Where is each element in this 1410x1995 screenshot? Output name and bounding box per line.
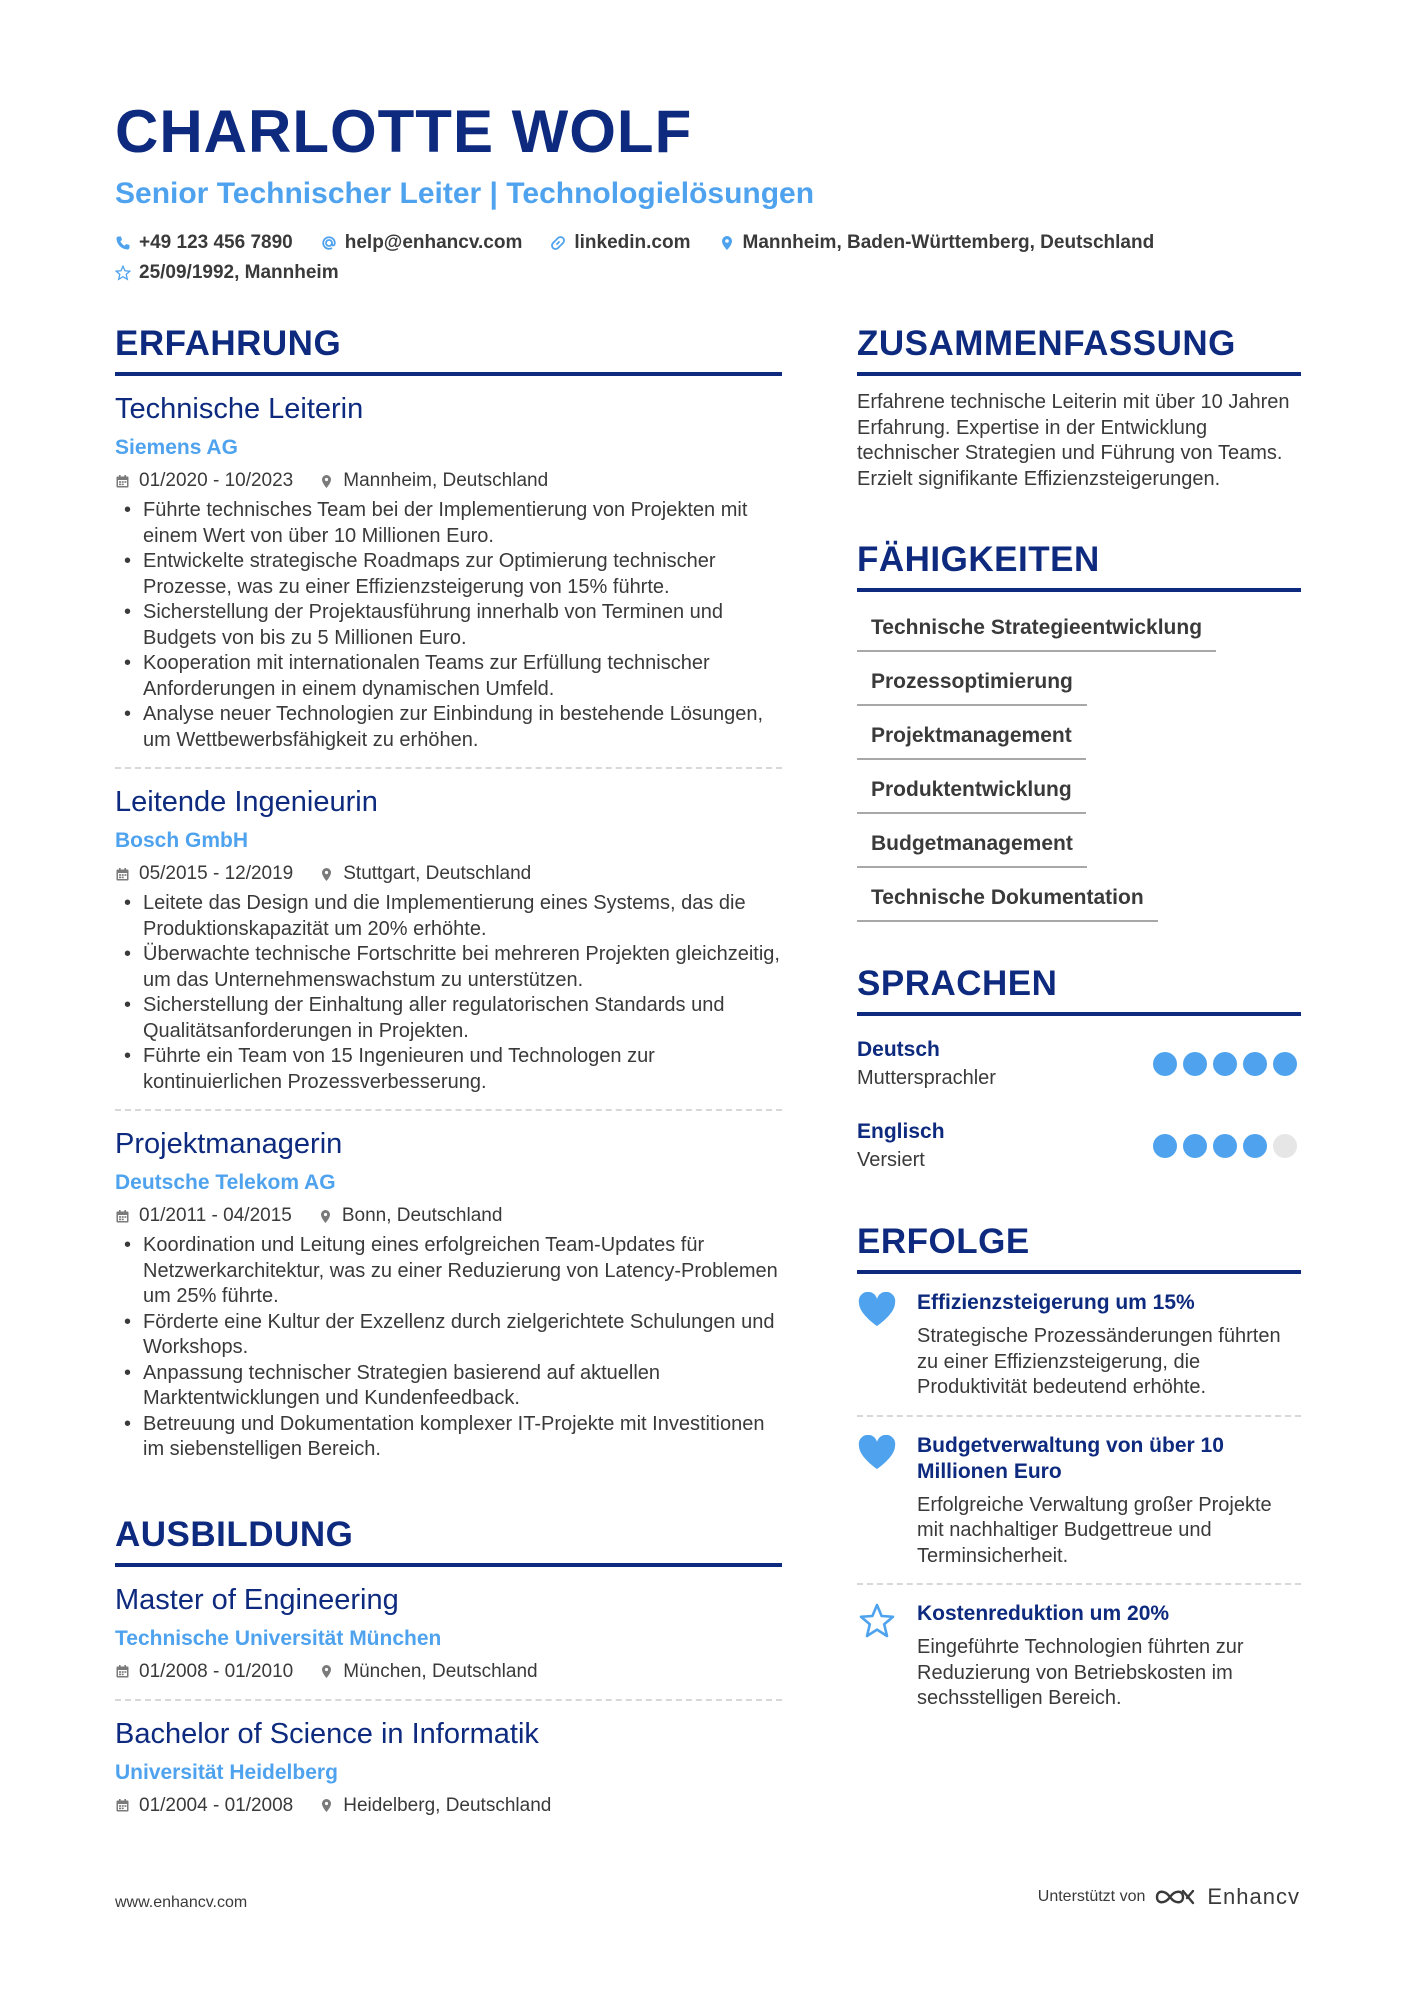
education-meta bbox=[115, 1659, 782, 1685]
languages-heading: SPRACHEN bbox=[857, 962, 1301, 1016]
education-meta bbox=[115, 1793, 782, 1819]
dates-text: 01/2011 - 04/2015 bbox=[139, 1205, 292, 1226]
rating-dot-filled bbox=[1243, 1134, 1267, 1158]
job-meta bbox=[115, 468, 782, 494]
rating-dot-filled bbox=[1213, 1052, 1237, 1076]
candidate-title: Senior Technischer Leiter | Technologielösungen bbox=[115, 177, 815, 210]
rating-dot-filled bbox=[1183, 1134, 1207, 1158]
skill-tag: Technische Dokumentation bbox=[857, 872, 1158, 922]
phone-icon bbox=[115, 235, 131, 251]
location-text: Stuttgart, Deutschland bbox=[343, 863, 532, 884]
rating-dot-filled bbox=[1213, 1134, 1237, 1158]
skill-tag: Prozessoptimierung bbox=[857, 656, 1087, 706]
bullet-item: • Analyse neuer Technologien zur Einbindung in bestehende Lösungen, um Wettbewerbsfähigkeit zu erhöhen. bbox=[115, 702, 782, 753]
job-meta bbox=[115, 1203, 782, 1229]
experience-heading: ERFAHRUNG bbox=[115, 322, 782, 376]
achievement-desc: Eingeführte Technologien führten zur Reduzierung von Betriebskosten im sechsstelligen Bereich. bbox=[917, 1636, 1244, 1709]
job-dates bbox=[115, 1203, 292, 1229]
rating-dot-filled bbox=[1153, 1052, 1177, 1076]
bullet-item: • Entwickelte strategische Roadmaps zur Optimierung technischer Prozesse, was zu einer Effizienzsteigerung von 15% führte. bbox=[115, 549, 782, 600]
school: Universität Heidelberg bbox=[115, 1760, 338, 1784]
job-bullets bbox=[115, 891, 782, 1095]
map-pin-icon bbox=[319, 474, 334, 489]
experience-entry bbox=[115, 769, 782, 1111]
job-dates bbox=[115, 468, 293, 494]
at-icon bbox=[321, 235, 337, 251]
job-location bbox=[319, 468, 548, 494]
achievement-title: Effizienzsteigerung um 15% bbox=[917, 1291, 1195, 1314]
job-location bbox=[318, 1203, 503, 1229]
star-icon bbox=[115, 265, 131, 281]
bullet-item: • Führte ein Team von 15 Ingenieuren und Technologen zur kontinuierlichen Prozessverbesserung. bbox=[115, 1044, 782, 1095]
right-column bbox=[857, 322, 1301, 1726]
experience-list bbox=[115, 376, 782, 1477]
calendar-icon bbox=[115, 1209, 130, 1224]
bullet-item: • Förderte eine Kultur der Exzellenz durch zielgerichtete Schulungen und Workshops. bbox=[115, 1310, 782, 1361]
language-row bbox=[857, 1030, 1301, 1098]
link-icon bbox=[550, 235, 566, 251]
bullet-item: • Überwachte technische Fortschritte bei mehreren Projekten gleichzeitig, um das Unternehmenswachstum zu unterstützen. bbox=[115, 942, 782, 993]
job-company: Siemens AG bbox=[115, 436, 238, 459]
job-location bbox=[319, 861, 531, 887]
language-level: Versiert bbox=[857, 1149, 925, 1171]
contact-phone[interactable] bbox=[115, 228, 293, 258]
powered-by-label: Unterstützt von bbox=[1037, 1888, 1146, 1905]
contact-linkedin[interactable] bbox=[550, 228, 690, 258]
location-text: Bonn, Deutschland bbox=[341, 1205, 503, 1226]
experience-entry bbox=[115, 376, 782, 769]
education-heading: AUSBILDUNG bbox=[115, 1513, 782, 1567]
skill-tag: Budgetmanagement bbox=[857, 818, 1087, 868]
star-icon bbox=[857, 1603, 897, 1639]
location-text: Mannheim, Deutschland bbox=[343, 470, 549, 491]
rating-dot-filled bbox=[1183, 1052, 1207, 1076]
skill-tag: Produktentwicklung bbox=[857, 764, 1086, 814]
rating-dot-filled bbox=[1243, 1052, 1267, 1076]
edu-location bbox=[319, 1659, 537, 1685]
achievement-item bbox=[857, 1274, 1301, 1417]
job-meta bbox=[115, 861, 782, 887]
map-pin-icon bbox=[318, 1209, 333, 1224]
language-row bbox=[857, 1112, 1301, 1180]
birth-text: 25/09/1992, Mannheim bbox=[139, 262, 339, 283]
language-name: Deutsch bbox=[857, 1038, 940, 1061]
rating-dot-empty bbox=[1273, 1134, 1297, 1158]
achievement-desc: Erfolgreiche Verwaltung großer Projekte mit nachhaltiger Budgettreue und Terminsicherheit. bbox=[917, 1493, 1272, 1567]
left-column bbox=[115, 322, 782, 1833]
education-entry bbox=[115, 1701, 782, 1833]
bullet-item: • Sicherstellung der Projektausführung innerhalb von Terminen und Budgets von bis zu 5 Millionen Euro. bbox=[115, 600, 782, 651]
achievement-item bbox=[857, 1417, 1301, 1586]
language-level: Muttersprachler bbox=[857, 1067, 996, 1089]
edu-location bbox=[319, 1793, 551, 1819]
map-pin-icon bbox=[319, 1664, 334, 1679]
enhancv-logo-icon bbox=[1153, 1885, 1199, 1909]
dates-text: 01/2004 - 01/2008 bbox=[139, 1794, 294, 1816]
linkedin-text: linkedin.com bbox=[574, 232, 691, 253]
edu-dates bbox=[115, 1659, 293, 1685]
heart-icon bbox=[857, 1435, 897, 1471]
experience-entry bbox=[115, 1111, 782, 1477]
map-pin-icon bbox=[319, 1798, 334, 1813]
location-text: Heidelberg, Deutschland bbox=[343, 1794, 552, 1816]
edu-dates bbox=[115, 1793, 293, 1819]
bullet-item: • Betreuung und Dokumentation komplexer IT-Projekte mit Investitionen im siebenstelligen Bereich. bbox=[115, 1412, 782, 1463]
summary-heading: ZUSAMMENFASSUNG bbox=[857, 322, 1301, 376]
bullet-item: • Kooperation mit internationalen Teams zur Erfüllung technischer Anforderungen in einem dynamischen Umfeld. bbox=[115, 651, 782, 702]
language-rating bbox=[1147, 1134, 1297, 1158]
bullet-item: • Koordination und Leitung eines erfolgreichen Team-Updates für Netzwerkarchitektur, was zu einer Reduzierung von Latency-Problemen um 25% führte. bbox=[115, 1233, 782, 1310]
brand-name: Enhancv bbox=[1207, 1884, 1300, 1909]
calendar-icon bbox=[115, 1664, 130, 1679]
skills-heading: FÄHIGKEITEN bbox=[857, 538, 1301, 592]
language-name: Englisch bbox=[857, 1120, 945, 1143]
contact-birth bbox=[115, 258, 339, 288]
resume-header bbox=[115, 96, 1305, 288]
calendar-icon bbox=[115, 867, 130, 882]
achievements-heading: ERFOLGE bbox=[857, 1220, 1301, 1274]
job-role: Leitende Ingenieurin bbox=[115, 786, 378, 818]
achievement-desc: Strategische Prozessänderungen führten zu einer Effizienzsteigerung, die Produktivität bedeutend erhöhte. bbox=[917, 1325, 1281, 1398]
skill-tag: Technische Strategieentwicklung bbox=[857, 602, 1216, 652]
school: Technische Universität München bbox=[115, 1626, 442, 1650]
candidate-name: CHARLOTTE WOLF bbox=[115, 98, 693, 165]
dates-text: 01/2020 - 10/2023 bbox=[139, 470, 294, 491]
summary-text: Erfahrene technische Leiterin mit über 10 Jahren Erfahrung. Expertise in der Entwicklung technischer Strategien und Führung von Teams. Erzielt signifikante Effizienzsteigerungen. bbox=[857, 391, 1290, 490]
bullet-item: • Führte technisches Team bei der Implementierung von Projekten mit einem Wert von über 10 Millionen Euro. bbox=[115, 498, 782, 549]
job-company: Bosch GmbH bbox=[115, 829, 249, 852]
footer-branding[interactable] bbox=[1038, 1884, 1300, 1910]
rating-dot-filled bbox=[1153, 1134, 1177, 1158]
degree: Master of Engineering bbox=[115, 1583, 399, 1616]
education-entry bbox=[115, 1567, 782, 1701]
skills-list bbox=[857, 602, 1301, 922]
location-text: München, Deutschland bbox=[343, 1660, 538, 1682]
calendar-icon bbox=[115, 474, 130, 489]
achievement-item bbox=[857, 1585, 1301, 1726]
phone-text: +49 123 456 7890 bbox=[139, 232, 293, 253]
heart-icon bbox=[857, 1292, 897, 1328]
dates-text: 05/2015 - 12/2019 bbox=[139, 863, 294, 884]
contact-row bbox=[115, 228, 1305, 288]
location-text: Mannheim, Baden-Württemberg, Deutschland bbox=[742, 232, 1155, 253]
bullet-item: • Sicherstellung der Einhaltung aller regulatorischen Standards und Qualitätsanforderungen in Projekten. bbox=[115, 993, 782, 1044]
bullet-item: • Anpassung technischer Strategien basierend auf aktuellen Marktentwicklungen und Kundenfeedback. bbox=[115, 1361, 782, 1412]
achievement-title: Kostenreduktion um 20% bbox=[917, 1602, 1170, 1625]
map-pin-icon bbox=[319, 867, 334, 882]
dates-text: 01/2008 - 01/2010 bbox=[139, 1660, 294, 1682]
map-pin-icon bbox=[719, 235, 735, 251]
job-role: Projektmanagerin bbox=[115, 1128, 343, 1160]
job-company: Deutsche Telekom AG bbox=[115, 1171, 336, 1194]
email-text: help@enhancv.com bbox=[344, 232, 523, 253]
contact-email[interactable] bbox=[321, 228, 523, 258]
language-rating bbox=[1147, 1052, 1297, 1076]
rating-dot-filled bbox=[1273, 1052, 1297, 1076]
skill-tag: Projektmanagement bbox=[857, 710, 1086, 760]
job-dates bbox=[115, 861, 293, 887]
calendar-icon bbox=[115, 1798, 130, 1813]
footer-website[interactable]: www.enhancv.com bbox=[115, 1894, 248, 1911]
contact-location bbox=[719, 228, 1155, 258]
degree: Bachelor of Science in Informatik bbox=[115, 1717, 539, 1750]
job-bullets bbox=[115, 498, 782, 753]
bullet-item: • Leitete das Design und die Implementierung eines Systems, das die Produktionskapazität um 20% erhöhte. bbox=[115, 891, 782, 942]
job-role: Technische Leiterin bbox=[115, 393, 364, 425]
achievement-title: Budgetverwaltung von über 10 Millionen Euro bbox=[917, 1433, 1224, 1483]
job-bullets bbox=[115, 1233, 782, 1463]
